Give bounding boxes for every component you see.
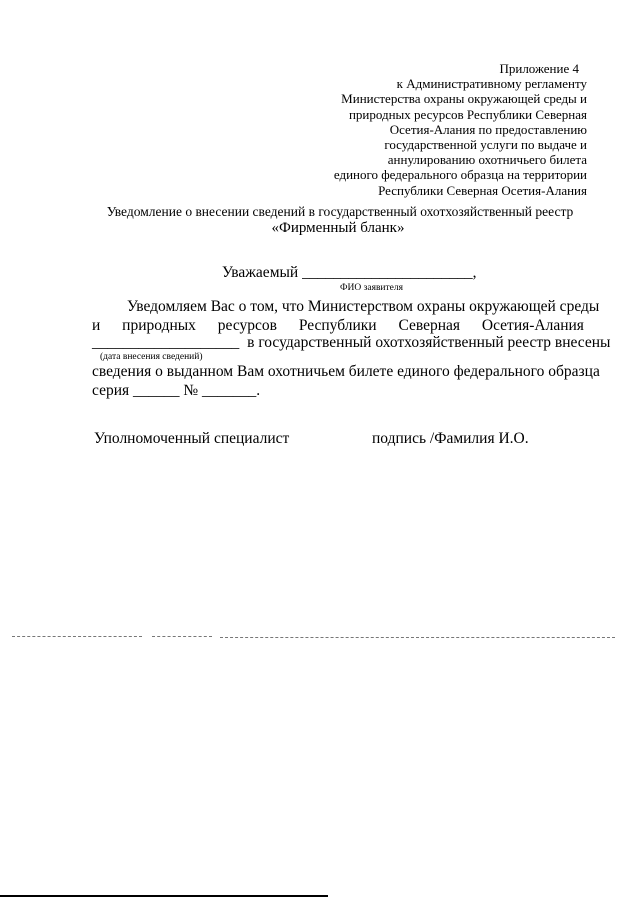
signature-placeholder: подпись /Фамилия И.О. (372, 430, 529, 447)
scan-edge-rule (0, 895, 328, 897)
body-line-5: серия ______ № _______. (92, 382, 261, 399)
appendix-line: государственной услуги по выдаче и (384, 137, 587, 153)
body-word: ресурсов (217, 317, 277, 334)
applicant-name-blank: ______________________, (302, 264, 477, 281)
body-line-4: сведения о выданном Вам охотничьем билете единого федерального образца (92, 363, 600, 380)
body-line-3-text: в государственный охотхозяйственный реестр внесены (247, 334, 611, 351)
body-word: Республики (298, 317, 377, 334)
body-line-1: Уведомляем Вас о том, что Министерством охраны окружающей среды (127, 298, 600, 315)
appendix-line: к Административному регламенту (396, 76, 587, 92)
appendix-line: Приложение 4 (499, 61, 579, 76)
appendix-line: единого федерального образца на территории (333, 167, 587, 183)
appendix-line: Осетия-Алания по предоставлению (389, 121, 587, 137)
body-word: природных (122, 317, 196, 334)
body-word: и (92, 317, 101, 334)
body-line-2 (92, 317, 584, 335)
greeting (222, 264, 476, 282)
scan-artifact-line (220, 637, 615, 638)
appendix-block (334, 61, 587, 198)
greeting-text: Уважаемый (222, 264, 299, 281)
notice-title: Уведомление о внесении сведений в государственный охотхозяйственный реестр (106, 204, 574, 219)
appendix-line: Республики Северная Осетия-Алания (378, 182, 587, 198)
scan-artifact-line (12, 636, 142, 637)
appendix-line: природных ресурсов Республики Северная (348, 106, 587, 122)
body-word: Северная (398, 317, 461, 334)
appendix-line: Министерства охраны окружающей среды и (341, 91, 587, 107)
date-blank: ___________________ (92, 334, 240, 351)
date-caption: (дата внесения сведений) (100, 352, 203, 362)
body-line-3 (92, 334, 610, 352)
signature-role: Уполномоченный специалист (94, 430, 290, 447)
scan-artifact-line (152, 636, 212, 637)
letterhead-placeholder: «Фирменный бланк» (271, 220, 405, 236)
body-word: Осетия-Алания (481, 317, 584, 334)
applicant-name-caption: ФИО заявителя (340, 283, 403, 293)
appendix-line: аннулированию охотничьего билета (387, 152, 587, 168)
